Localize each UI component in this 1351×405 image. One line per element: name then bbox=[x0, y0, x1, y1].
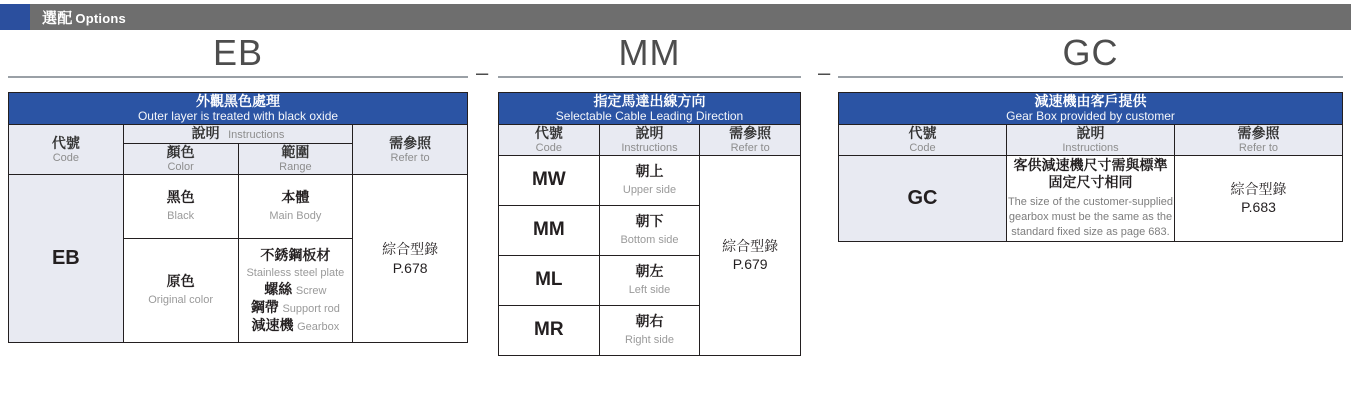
eb-row1-color-cn: 黑色 bbox=[166, 189, 195, 206]
gc-col-refer-cn: 需參照 bbox=[1237, 124, 1280, 141]
section-title-cn: 選配 bbox=[42, 9, 73, 27]
mm-row1-code: MW bbox=[499, 155, 600, 205]
mm-row3-code: ML bbox=[499, 255, 600, 305]
mm-col-refer-en: Refer to bbox=[730, 141, 770, 154]
gc-refer-cn: 綜合型錄 bbox=[1230, 180, 1287, 197]
eb-row2-color bbox=[123, 239, 238, 343]
mm-header-cn: 指定馬達出線方向 bbox=[593, 93, 706, 109]
eb-code-value: EB bbox=[9, 175, 124, 343]
mm-col-instructions-en: Instructions bbox=[621, 141, 678, 154]
separator-dash-1: – bbox=[476, 60, 489, 85]
eb-row2-color-en: Original color bbox=[148, 293, 214, 306]
gc-refer-cell bbox=[1175, 155, 1343, 241]
gc-header-en: Gear Box provided by customer bbox=[1006, 109, 1175, 124]
group-title-eb: EB bbox=[8, 32, 468, 78]
eb-row1-color-en: Black bbox=[167, 209, 195, 222]
eb-row2-range-cn-4: 減速機 bbox=[251, 316, 294, 333]
eb-col-refer-cn: 需參照 bbox=[389, 134, 432, 151]
table-row bbox=[839, 155, 1343, 241]
eb-col-range-en: Range bbox=[279, 161, 312, 174]
eb-row2-range-item bbox=[239, 281, 353, 299]
gc-col-code bbox=[839, 124, 1007, 155]
eb-row2-color-cn: 原色 bbox=[166, 273, 195, 290]
table-gc bbox=[838, 92, 1343, 242]
mm-col-code-cn: 代號 bbox=[534, 124, 563, 141]
eb-col-color bbox=[123, 144, 238, 175]
option-group-eb bbox=[8, 32, 468, 343]
eb-col-instructions bbox=[123, 124, 353, 143]
mm-col-refer-cn: 需參照 bbox=[729, 124, 772, 141]
mm-refer-page: P.679 bbox=[732, 256, 768, 273]
mm-col-instructions bbox=[599, 124, 700, 155]
eb-row2-range-item bbox=[239, 299, 353, 317]
table-row bbox=[9, 175, 468, 239]
table-row bbox=[499, 124, 801, 155]
gc-col-refer-en: Refer to bbox=[1238, 141, 1279, 154]
eb-row2-range-item bbox=[239, 317, 353, 335]
eb-row2-range-item bbox=[239, 247, 353, 281]
mm-row2-code: MM bbox=[499, 205, 600, 255]
mm-row4-cn: 朝右 bbox=[635, 313, 664, 329]
eb-col-code-en: Code bbox=[52, 151, 80, 164]
mm-row3-cn: 朝左 bbox=[635, 263, 664, 279]
eb-header-en: Outer layer is treated with black oxide bbox=[137, 109, 339, 124]
group-title-gc: GC bbox=[838, 32, 1343, 78]
mm-header-en: Selectable Cable Leading Direction bbox=[555, 109, 744, 124]
eb-row2-range bbox=[238, 239, 353, 343]
mm-row4-en: Right side bbox=[625, 333, 674, 346]
gc-desc-en: The size of the customer-supplied gearbox must be the same as the standard fixed size as page 683. bbox=[1007, 195, 1174, 238]
mm-row2-dir bbox=[599, 205, 700, 255]
gc-col-refer bbox=[1175, 124, 1343, 155]
table-row bbox=[499, 155, 801, 205]
eb-col-refer bbox=[353, 124, 468, 174]
gc-col-code-cn: 代號 bbox=[908, 124, 937, 141]
table-mm bbox=[498, 92, 801, 356]
mm-row3-en: Left side bbox=[628, 283, 671, 296]
mm-col-code-en: Code bbox=[535, 141, 562, 154]
table-row bbox=[9, 93, 468, 125]
eb-table-header bbox=[9, 93, 468, 125]
eb-row2-range-cn-1: 不銹鋼板材 bbox=[260, 246, 331, 263]
eb-row2-range-en-1: Stainless steel plate bbox=[246, 267, 345, 280]
gc-col-instructions bbox=[1007, 124, 1175, 155]
eb-col-range-cn: 範圍 bbox=[281, 144, 310, 161]
gc-header-cn: 減速機由客戶提供 bbox=[1034, 93, 1147, 109]
mm-row2-en: Bottom side bbox=[620, 233, 679, 246]
eb-col-instructions-en: Instructions bbox=[228, 128, 285, 141]
mm-col-refer bbox=[700, 124, 801, 155]
section-header-bar bbox=[0, 4, 1351, 30]
eb-row2-range-en-4: Gearbox bbox=[297, 320, 340, 333]
section-title-en: Options bbox=[75, 10, 126, 26]
mm-row1-dir bbox=[599, 155, 700, 205]
eb-row2-range-en-3: Support rod bbox=[282, 302, 340, 315]
eb-refer-page: P.678 bbox=[392, 259, 428, 276]
gc-code-value: GC bbox=[839, 155, 1007, 241]
gc-table-header bbox=[839, 93, 1343, 125]
gc-refer-page: P.683 bbox=[1241, 199, 1276, 216]
eb-col-code bbox=[9, 124, 124, 174]
mm-row1-cn: 朝上 bbox=[635, 163, 664, 179]
eb-row1-range bbox=[238, 175, 353, 239]
separator-dash-2: – bbox=[818, 60, 831, 85]
eb-refer-cell bbox=[353, 175, 468, 343]
header-accent-block bbox=[0, 4, 30, 30]
mm-row4-code: MR bbox=[499, 305, 600, 355]
table-eb bbox=[8, 92, 468, 343]
gc-description bbox=[1007, 155, 1175, 241]
eb-col-refer-en: Refer to bbox=[390, 151, 430, 164]
option-group-gc bbox=[838, 32, 1343, 242]
group-title-mm: MM bbox=[498, 32, 801, 78]
eb-header-cn: 外觀黑色處理 bbox=[196, 93, 280, 109]
table-row bbox=[839, 93, 1343, 125]
mm-col-instructions-cn: 說明 bbox=[635, 124, 664, 141]
section-title bbox=[30, 7, 126, 28]
mm-row1-en: Upper side bbox=[622, 183, 677, 196]
eb-row2-range-en-2: Screw bbox=[295, 285, 327, 298]
eb-refer-cn: 綜合型錄 bbox=[382, 241, 439, 258]
mm-refer-cell bbox=[700, 155, 801, 355]
eb-col-color-en: Color bbox=[167, 161, 194, 174]
table-row bbox=[9, 124, 468, 143]
mm-refer-cn: 綜合型錄 bbox=[722, 237, 779, 254]
mm-table-header bbox=[499, 93, 801, 125]
eb-col-code-cn: 代號 bbox=[51, 134, 80, 151]
eb-row2-range-cn-3: 鋼帶 bbox=[250, 298, 279, 315]
eb-row1-range-cn: 本體 bbox=[281, 189, 310, 206]
mm-row3-dir bbox=[599, 255, 700, 305]
mm-row2-cn: 朝下 bbox=[635, 213, 664, 229]
mm-col-code bbox=[499, 124, 600, 155]
table-row bbox=[499, 93, 801, 125]
gc-col-code-en: Code bbox=[909, 141, 936, 154]
eb-col-range bbox=[238, 144, 353, 175]
eb-row1-range-en: Main Body bbox=[269, 209, 322, 222]
gc-col-instructions-cn: 說明 bbox=[1076, 124, 1105, 141]
option-group-mm bbox=[498, 32, 801, 356]
gc-desc-cn: 客供減速機尺寸需與標準固定尺寸相同 bbox=[1013, 156, 1168, 191]
mm-row4-dir bbox=[599, 305, 700, 355]
eb-row2-range-cn-2: 螺絲 bbox=[264, 281, 293, 298]
gc-col-instructions-en: Instructions bbox=[1062, 141, 1119, 154]
eb-col-color-cn: 顏色 bbox=[166, 144, 195, 161]
eb-col-instructions-cn: 說明 bbox=[191, 124, 220, 141]
eb-row1-color bbox=[123, 175, 238, 239]
table-row bbox=[839, 124, 1343, 155]
options-groups bbox=[0, 32, 1351, 402]
